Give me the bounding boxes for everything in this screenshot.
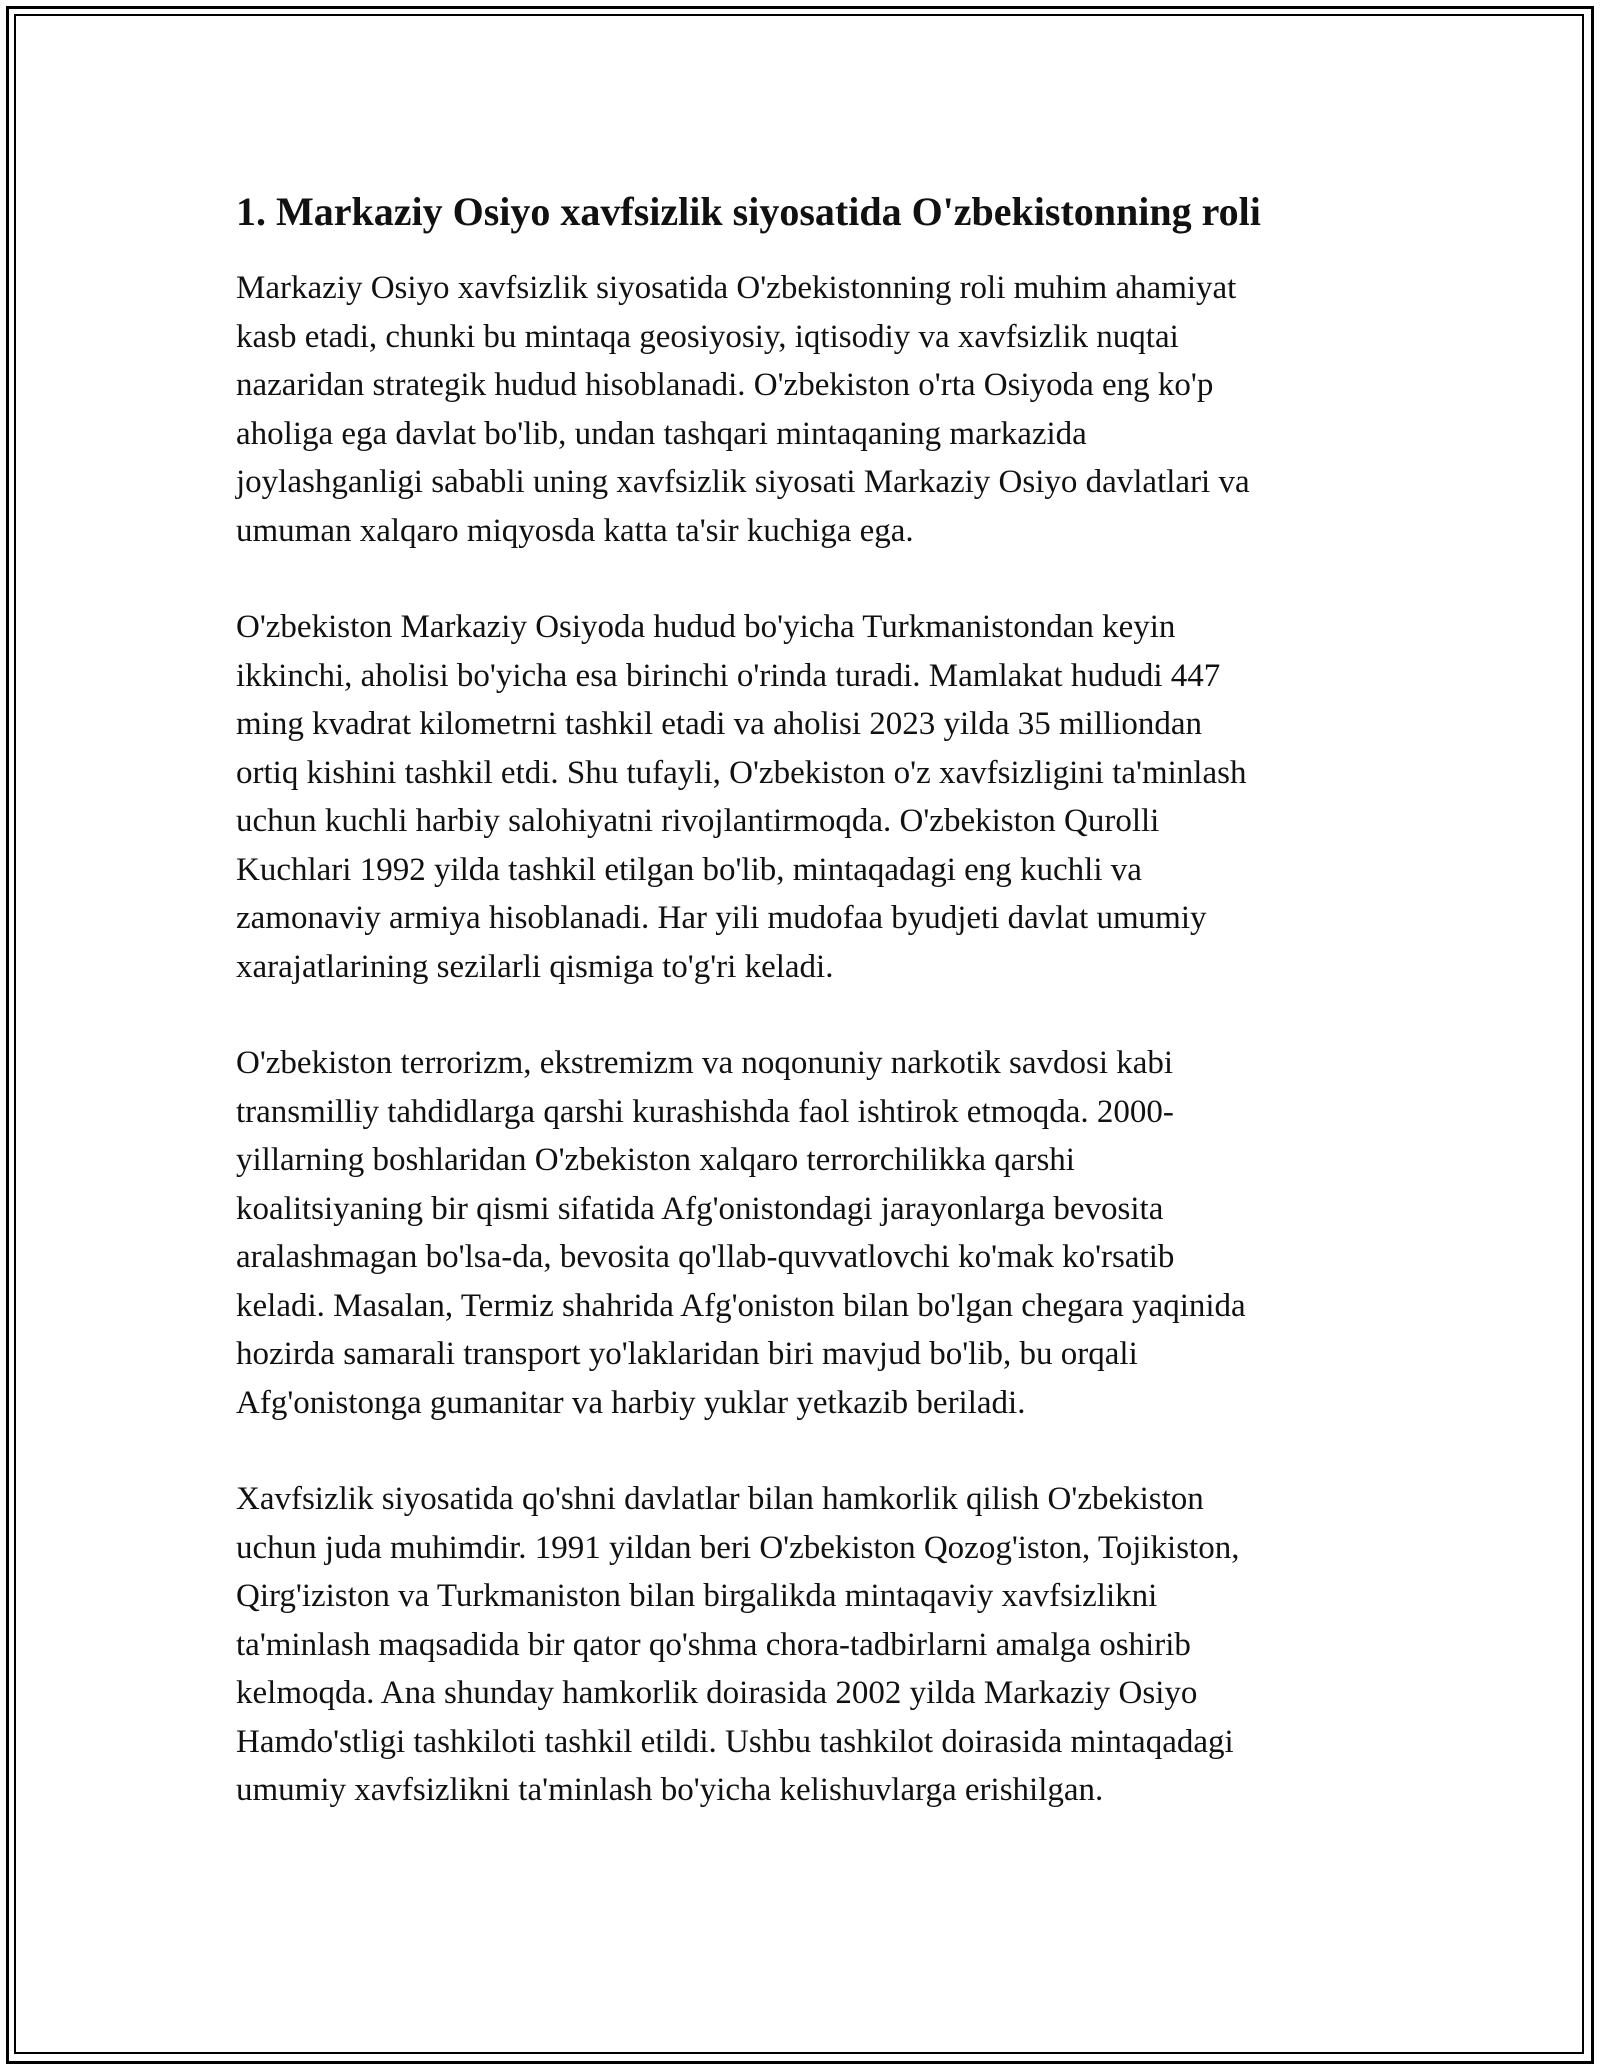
paragraph-line: ikkinchi, aholisi bo'yicha esa birinchi o'rinda turadi. Mamlakat hududi 447 [236,657,1221,694]
paragraph-line: Markaziy Osiyo xavfsizlik siyosatida O'zbekistonning roli muhim ahamiyat [236,270,1237,306]
paragraph-line: Hamdo'stligi tashkiloti tashkil etildi. Ushbu tashkilot doirasida mintaqadagi [236,1723,1234,1760]
paragraph-line: uchun kuchli harbiy salohiyatni rivojlantirmoqda. O'zbekiston Qurolli [236,803,1160,839]
body-paragraph [236,1039,1396,1427]
paragraph-line: xarajatlarining sezilarli qismiga to'g'ri keladi. [236,948,834,985]
paragraph-line: zamonaviy armiya hisoblanadi. Har yili mudofaa byudjeti davlat umumiy [236,900,1207,936]
paragraph-line: ta'minlash maqsadida bir qator qo'shma chora-tadbirlarni amalga oshirib [236,1626,1191,1663]
paragraph-line: kasb etadi, chunki bu mintaqa geosiyosiy, iqtisodiy va xavfsizlik nuqtai [236,318,1179,355]
paragraph-line: aralashmagan bo'lsa-da, bevosita qo'llab-quvvatlovchi ko'mak ko'rsatib [236,1239,1175,1275]
paragraph-line: umumiy xavfsizlikni ta'minlash bo'yicha kelishuvlarga erishilgan. [236,1772,1104,1808]
paragraph-line: O'zbekiston Markaziy Osiyoda hudud bo'yicha Turkmanistondan keyin [236,609,1176,645]
paragraph-line: hozirda samarali transport yo'laklaridan biri mavjud bo'lib, bu orqali [236,1336,1138,1372]
section-heading: 1. Markaziy Osiyo xavfsizlik siyosatida O'zbekistonning roli [236,189,1261,234]
body-paragraph [236,1475,1396,1815]
document-body [236,188,1396,1863]
paragraph-line: yillarning boshlaridan O'zbekiston xalqaro terrorchilikka qarshi [236,1142,1075,1178]
paragraph-line: keladi. Masalan, Termiz shahrida Afg'oniston bilan bo'lgan chegara yaqinida [236,1287,1246,1324]
paragraph-line: Afg'onistonga gumanitar va harbiy yuklar yetkazib beriladi. [236,1384,1026,1421]
paragraph-line: umuman xalqaro miqyosda katta ta'sir kuchiga ega. [236,512,914,549]
paragraph-line: ming kvadrat kilometrni tashkil etadi va aholisi 2023 yilda 35 milliondan [236,706,1203,742]
body-paragraph [236,603,1396,991]
paragraph-line: kelmoqda. Ana shunday hamkorlik doirasida 2002 yilda Markaziy Osiyo [236,1675,1198,1711]
paragraph-line: transmilliy tahdidlarga qarshi kurashishda faol ishtirok etmoqda. 2000- [236,1093,1174,1130]
paragraph-line: koalitsiyaning bir qismi sifatida Afg'onistondagi jarayonlarga bevosita [236,1190,1164,1227]
paragraph-line: Kuchlari 1992 yilda tashkil etilgan bo'lib, mintaqadagi eng kuchli va [236,851,1142,888]
paragraph-line: O'zbekiston terrorizm, ekstremizm va noqonuniy narkotik savdosi kabi [236,1045,1174,1081]
paragraph-line: joylashganligi sababli uning xavfsizlik siyosati Markaziy Osiyo davlatlari va [236,464,1250,500]
paragraph-line: Xavfsizlik siyosatida qo'shni davlatlar bilan hamkorlik qilish O'zbekiston [236,1481,1204,1517]
body-paragraph [236,264,1396,555]
paragraph-line: aholiga ega davlat bo'lib, undan tashqari mintaqaning markazida [236,415,1087,452]
paragraph-line: ortiq kishini tashkil etdi. Shu tufayli, O'zbekiston o'z xavfsizligini ta'minlash [236,754,1247,791]
paragraph-line: Qirg'iziston va Turkmaniston bilan birgalikda mintaqaviy xavfsizlikni [236,1578,1158,1614]
paragraph-list [236,264,1396,1815]
paragraph-line: nazaridan strategik hudud hisoblanadi. O'zbekiston o'rta Osiyoda eng ko'p [236,367,1214,403]
paragraph-line: uchun juda muhimdir. 1991 yildan beri O'zbekiston Qozog'iston, Tojikiston, [236,1529,1240,1566]
